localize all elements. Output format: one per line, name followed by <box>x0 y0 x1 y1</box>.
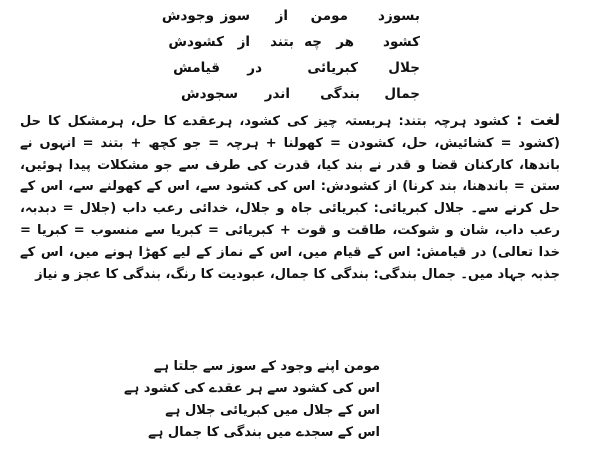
verse-line-3 <box>173 58 420 78</box>
verse-word: بسوزد <box>378 8 420 24</box>
translation-line: اس کے جلال میں کبریائی جلال ہے <box>165 403 380 418</box>
verse-line-4 <box>180 84 420 104</box>
verse-word: کبریائی <box>307 60 358 76</box>
vocabulary-paragraph <box>20 110 560 285</box>
verse-word: اندر <box>264 86 290 102</box>
verse-word: هر <box>336 34 354 50</box>
verse-word: بتند <box>270 34 294 50</box>
verse-word: از <box>237 34 250 50</box>
verse-word: مومن <box>310 8 348 24</box>
translation-block <box>124 356 380 444</box>
translation-line: اس کے سجدے میں بندگی کا جمال ہے <box>148 425 380 440</box>
translation-line: مومن اپنے وجود کے سوز سے جلتا ہے <box>153 359 380 374</box>
verse-word: سجودش <box>180 86 238 102</box>
verse-word: سوز <box>220 8 250 24</box>
verse-word: جمال <box>384 86 420 102</box>
verse-word: چه <box>304 34 322 50</box>
verse-word: وجودش <box>161 8 214 24</box>
verse-word: کشود <box>383 34 420 50</box>
verse-word: قیامش <box>173 60 220 76</box>
verse-line-2 <box>168 32 420 52</box>
verse-word: در <box>247 60 262 76</box>
translation-line: اس کی کشود سے ہر عقدے کی کشود ہے <box>124 381 380 396</box>
vocabulary-text: کشود ہرچہ بتند: ہربستہ چیز کی کشود، ہرعقدے کا حل، ہرمشکل کا حل (کشود = کشائیش، حل، کشودن = کھولنا + ہرچہ = جو کچھ + بتند = انہوں نے باندھا، کارکنان قضا و قدر نے بند کیا، قدرت کی طرف سے جو مشکلات پیدا ہوئیں، ستن = باندھنا، بند کرنا) از کشودش: اس کی کشود سے، اس کے کھولنے سے، اس کے حل کرنے سے۔ جلال کبریائی: کبریائی جاہ و جلال، خدائی رعب داب (جلال = دبدبہ، رعب داب، شان و شوکت، طاقت و قوت + کبریائی = کبریا سے منسوب = کبریا = خدا تعالی) در قیامش: اس کے قیام میں، اس کے نماز کے لیے کھڑا ہونے میں، اس کے جذبہ جہاد میں۔ جمال بندگی: بندگی کا جمال، عبودیت کا رنگ، بندگی کا عجز و نیاز <box>20 114 560 282</box>
verse-word: از <box>275 8 288 24</box>
verse-line-1 <box>161 6 420 26</box>
verse-word: کشودش <box>168 34 224 50</box>
verse-word: بندگی <box>320 86 360 102</box>
vocabulary-label: لغت : <box>516 111 560 129</box>
verse-word: جلال <box>388 60 420 76</box>
